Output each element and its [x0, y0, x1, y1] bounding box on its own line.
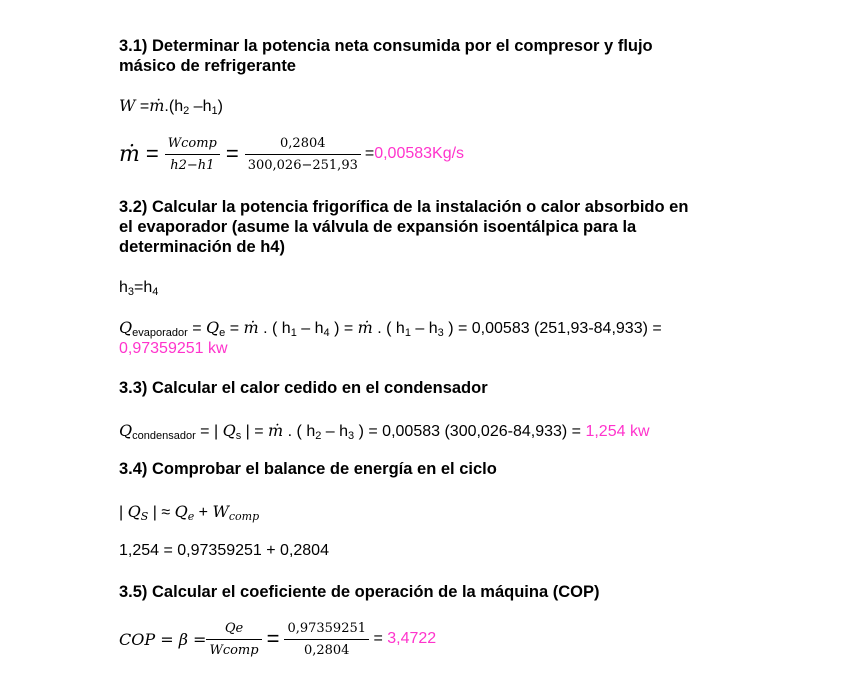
section-3-3-title: 3.3) Calcular el calor cedido en el condensador: [119, 379, 488, 397]
power-formula: $W =ṁ.(h_2$ $-h_1$): [119, 96, 223, 117]
condenser-heat-formula: $Q_{condensador}$ = | $Q_s$ | = ṁ . ( $h_2 - h_3$ ) = 0,00583 (300,026-84,933) = 1,254 kw: [119, 421, 650, 442]
mass-flow-result: 0,00583Kg/s: [374, 145, 465, 162]
section-3-2-title-line2: el evaporador (asume la válvula de expansión isoentálpica para la: [119, 218, 637, 236]
cop-result: 3,4722: [387, 630, 437, 647]
section-3-5-title: 3.5) Calcular el coeficiente de operación de la máquina (COP): [119, 583, 600, 601]
fraction-cop-numeric: $\frac{0,97359251}{0,2804}$: [284, 621, 369, 658]
mass-flow-formula: ṁ = $\frac{\text{Wcomp}}{h2-h1}$ = $\frac{0,2804}{300,026-251,93}$ = 0,00583Kg/s: [119, 135, 465, 173]
energy-balance-formula: | $Q_S$ | ≈ $Q_e + W_{comp}$: [119, 502, 260, 523]
fraction-numeric: $\frac{0,2804}{300,026-251,93}$: [245, 136, 361, 173]
section-3-2-title-line1: 3.2) Calcular la potencia frigorífica de la instalación o calor absorbido en: [119, 198, 689, 216]
mass-flow-symbol: ṁ: [119, 141, 140, 167]
fraction-qe-over-wcomp: $\frac{Qe}{\text{Wcomp}}$: [206, 621, 261, 658]
section-3-4-title: 3.4) Comprobar el balance de energía en el ciclo: [119, 460, 497, 478]
evaporator-heat-formula: $Q_{evaporador} = Q_e$ = ṁ . ( $h_1 - h_4$ ) = ṁ . ( $h_1 - h_3$ ) = 0,00583 (251,93-84,933) =: [119, 318, 662, 339]
energy-balance-numeric: 1,254 = 0,97359251 + 0,2804: [119, 542, 329, 559]
evaporator-heat-result: 0,97359251 kw: [119, 340, 228, 357]
section-3-1-title-line2: másico de refrigerante: [119, 57, 296, 75]
section-3-1-title-line1: 3.1) Determinar la potencia neta consumida por el compresor y flujo: [119, 37, 653, 55]
enthalpy-equality: $h_3=h_4$: [119, 279, 159, 298]
condenser-heat-result: 1,254 kw: [585, 423, 650, 440]
power-symbol: W: [119, 96, 136, 115]
fraction-wcomp-over-h: $\frac{\text{Wcomp}}{h2-h1}$: [165, 136, 220, 173]
section-3-2-title-line3: determinación de h4): [119, 238, 285, 256]
cop-lhs: COP = β =: [119, 629, 207, 649]
cop-formula: COP = β = $\frac{Qe}{\text{Wcomp}}$ = $\frac{0,97359251}{0,2804}$ = 3,4722: [119, 620, 437, 658]
